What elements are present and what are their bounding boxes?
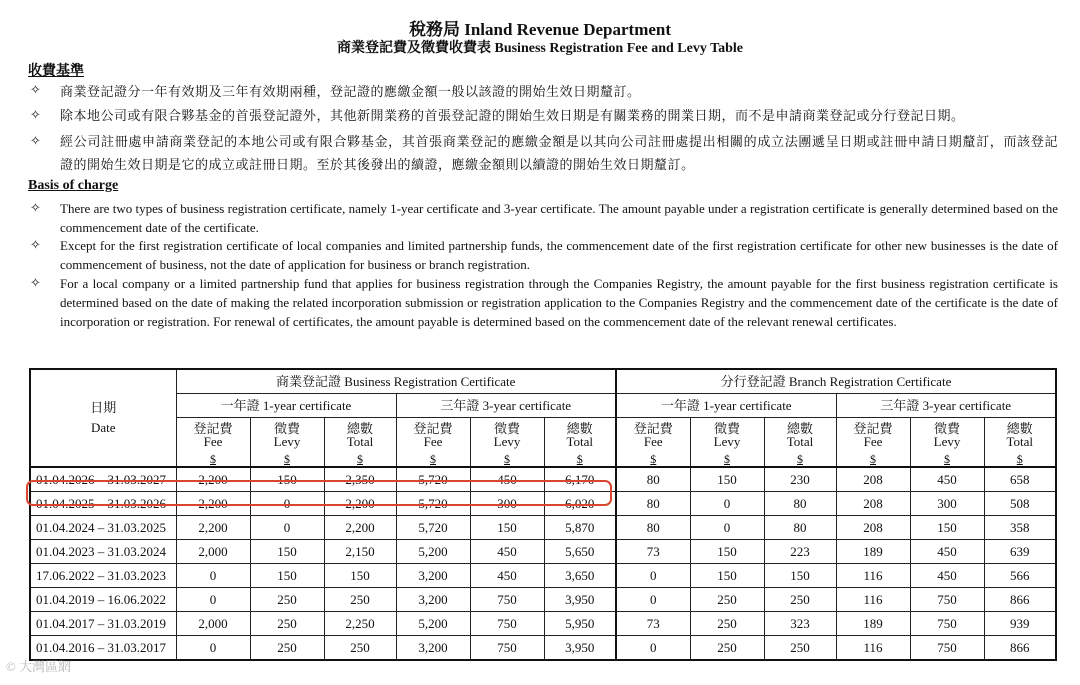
table-cell: 6,170 — [544, 467, 616, 492]
fee-table — [29, 368, 1057, 661]
table-cell: 250 — [324, 588, 396, 612]
table-cell: 5,950 — [544, 612, 616, 636]
basis-en-heading: Basis of charge — [28, 178, 119, 193]
table-cell: 250 — [250, 612, 324, 636]
date-column-header: 日期 Date — [30, 369, 176, 467]
table-cell: 2,150 — [324, 540, 396, 564]
table-cell: 0 — [616, 636, 690, 661]
table-cell: 450 — [910, 564, 984, 588]
table-cell: 5,720 — [396, 492, 470, 516]
table-cell: 0 — [176, 564, 250, 588]
row-date: 01.04.2023 – 31.03.2024 — [30, 540, 176, 564]
basis-zh-point: 經公司註冊處申請商業登記的本地公司或有限合夥基金，其首張商業登記的應繳金額是以其向公司註冊處提出相關的成立法團遞呈日期或註冊申請日期釐訂，而該登記證的開始生效日期是它的成立或註冊日期。至於其後發出的續證，應繳金額則以續證的開始生效日期釐訂。 — [60, 134, 1058, 172]
watermark: © 大灣區網 — [6, 659, 72, 674]
column-header: 徵費 Levy — [910, 418, 984, 453]
currency-label: $ — [910, 452, 984, 467]
column-header: 總數 Total — [544, 418, 616, 453]
table-cell: 150 — [764, 564, 836, 588]
table-cell: 0 — [250, 492, 324, 516]
group-header-business: 商業登記證 Business Registration Certificate — [176, 369, 616, 394]
table-cell: 230 — [764, 467, 836, 492]
column-header: 登記費 Fee — [176, 418, 250, 453]
table-cell: 2,250 — [324, 612, 396, 636]
table-cell: 150 — [250, 540, 324, 564]
table-cell: 150 — [910, 516, 984, 540]
currency-label: $ — [544, 452, 616, 467]
table-cell: 250 — [324, 636, 396, 661]
table-cell: 80 — [616, 516, 690, 540]
column-header: 登記費 Fee — [836, 418, 910, 453]
table-cell: 358 — [984, 516, 1056, 540]
table-cell: 250 — [690, 636, 764, 661]
table-cell: 2,000 — [176, 612, 250, 636]
table-cell: 150 — [690, 564, 764, 588]
table-cell: 80 — [764, 516, 836, 540]
table-cell: 73 — [616, 612, 690, 636]
period-header: 三年證 3-year certificate — [396, 394, 616, 418]
column-header: 總數 Total — [984, 418, 1056, 453]
table-cell: 2,350 — [324, 467, 396, 492]
table-cell: 5,200 — [396, 612, 470, 636]
table-cell: 323 — [764, 612, 836, 636]
row-date: 01.04.2016 – 31.03.2017 — [30, 636, 176, 661]
table-cell: 0 — [616, 564, 690, 588]
table-cell: 73 — [616, 540, 690, 564]
table-cell: 3,950 — [544, 636, 616, 661]
table-cell: 450 — [910, 540, 984, 564]
page-title: 稅務局 Inland Revenue Department — [408, 20, 672, 39]
row-date: 01.04.2019 – 16.06.2022 — [30, 588, 176, 612]
table-cell: 0 — [690, 492, 764, 516]
table-cell: 750 — [470, 612, 544, 636]
highlight-box — [26, 480, 612, 506]
period-header: 一年證 1-year certificate — [616, 394, 836, 418]
bullet-icon: ✧ — [30, 82, 41, 97]
bullet-icon: ✧ — [30, 237, 41, 252]
table-cell: 750 — [470, 636, 544, 661]
table-cell: 450 — [470, 564, 544, 588]
currency-label: $ — [616, 452, 690, 467]
table-cell: 866 — [984, 588, 1056, 612]
bullet-icon: ✧ — [30, 200, 41, 215]
table-row — [30, 588, 1056, 612]
table-cell: 939 — [984, 612, 1056, 636]
table-cell: 150 — [470, 516, 544, 540]
table-cell: 2,200 — [176, 492, 250, 516]
table-cell: 116 — [836, 636, 910, 661]
table-row — [30, 540, 1056, 564]
column-header: 徵費 Levy — [250, 418, 324, 453]
table-cell: 5,720 — [396, 516, 470, 540]
table-cell: 450 — [470, 467, 544, 492]
table-cell: 3,200 — [396, 588, 470, 612]
currency-label: $ — [470, 452, 544, 467]
table-cell: 750 — [910, 612, 984, 636]
bullet-icon: ✧ — [30, 275, 41, 290]
table-cell: 658 — [984, 467, 1056, 492]
table-cell: 208 — [836, 467, 910, 492]
table-cell: 2,200 — [324, 492, 396, 516]
table-cell: 6,020 — [544, 492, 616, 516]
table-cell: 508 — [984, 492, 1056, 516]
table-cell: 150 — [250, 564, 324, 588]
row-date: 17.06.2022 – 31.03.2023 — [30, 564, 176, 588]
table-cell: 80 — [616, 492, 690, 516]
table-cell: 3,650 — [544, 564, 616, 588]
currency-label: $ — [690, 452, 764, 467]
currency-label: $ — [836, 452, 910, 467]
table-cell: 208 — [836, 516, 910, 540]
basis-zh-point: 商業登記證分一年有效期及三年有效期兩種，登記證的應繳金額一般以該證的開始生效日期釐訂。 — [60, 84, 641, 99]
table-cell: 300 — [470, 492, 544, 516]
bullet-icon: ✧ — [30, 107, 41, 122]
table-cell: 0 — [250, 516, 324, 540]
table-cell: 566 — [984, 564, 1056, 588]
table-cell: 0 — [616, 588, 690, 612]
table-cell: 5,200 — [396, 540, 470, 564]
table-cell: 150 — [250, 467, 324, 492]
table-cell: 5,870 — [544, 516, 616, 540]
basis-en-point: There are two types of business registration certificate, namely 1-year certificate and 3-year certificate. The amount payable under a registration certificate is generally determined based on the commencement date of the certificate. — [60, 201, 1058, 235]
group-header-branch: 分行登記證 Branch Registration Certificate — [616, 369, 1056, 394]
table-row — [30, 636, 1056, 661]
basis-en-point: For a local company or a limited partnership fund that applies for business registration through the Companies Registry, the amount payable for the first business registration certificate is determined based on the date of making the related incorporation submission or registration application to the Companies Registry and the commencement date of the certificate is the date of incorporation or registration. For renewal of certificates, the amount payable is determined based on the commencement date of the relevant renewal certificates. — [60, 276, 1058, 329]
row-date: 01.04.2025 – 31.03.2026 — [30, 492, 176, 516]
table-cell: 0 — [176, 588, 250, 612]
basis-zh-point: 除本地公司或有限合夥基金的首張登記證外，其他新開業務的首張登記證的開始生效日期是有關業務的開業日期，而不是申請商業登記或分行登記日期。 — [60, 108, 965, 123]
row-date: 01.04.2017 – 31.03.2019 — [30, 612, 176, 636]
basis-en-point: Except for the first registration certificate of local companies and limited partnership funds, the commencement date of the first registration certificate for other new businesses is the date of commencement of business, not the date of application for business or branch registration. — [60, 238, 1058, 272]
currency-label: $ — [396, 452, 470, 467]
currency-label: $ — [176, 452, 250, 467]
table-cell: 2,200 — [176, 516, 250, 540]
table-cell: 0 — [690, 516, 764, 540]
table-cell: 250 — [690, 612, 764, 636]
table-cell: 450 — [470, 540, 544, 564]
currency-label: $ — [764, 452, 836, 467]
page-subtitle: 商業登記費及徵費收費表 Business Registration Fee and Levy Table — [336, 41, 744, 56]
table-cell: 208 — [836, 492, 910, 516]
table-cell: 2,200 — [176, 467, 250, 492]
column-header: 徵費 Levy — [470, 418, 544, 453]
column-header: 徵費 Levy — [690, 418, 764, 453]
table-cell: 80 — [616, 467, 690, 492]
table-cell: 5,720 — [396, 467, 470, 492]
table-cell: 750 — [910, 636, 984, 661]
table-cell: 189 — [836, 540, 910, 564]
table-cell: 3,950 — [544, 588, 616, 612]
table-cell: 150 — [324, 564, 396, 588]
table-cell: 450 — [910, 467, 984, 492]
column-header: 登記費 Fee — [396, 418, 470, 453]
table-cell: 150 — [690, 467, 764, 492]
currency-label: $ — [984, 452, 1056, 467]
table-cell: 189 — [836, 612, 910, 636]
table-row — [30, 564, 1056, 588]
table-cell: 639 — [984, 540, 1056, 564]
table-row — [30, 516, 1056, 540]
table-cell: 250 — [250, 588, 324, 612]
table-cell: 0 — [176, 636, 250, 661]
table-cell: 250 — [764, 636, 836, 661]
table-cell: 3,200 — [396, 564, 470, 588]
table-cell: 250 — [764, 588, 836, 612]
table-cell: 223 — [764, 540, 836, 564]
table-cell: 2,200 — [324, 516, 396, 540]
table-cell: 116 — [836, 564, 910, 588]
table-row — [30, 612, 1056, 636]
table-cell: 750 — [470, 588, 544, 612]
table-cell: 116 — [836, 588, 910, 612]
column-header: 總數 Total — [324, 418, 396, 453]
currency-label: $ — [324, 452, 396, 467]
currency-label: $ — [250, 452, 324, 467]
row-date: 01.04.2024 – 31.03.2025 — [30, 516, 176, 540]
table-cell: 250 — [690, 588, 764, 612]
table-cell: 2,000 — [176, 540, 250, 564]
column-header: 登記費 Fee — [616, 418, 690, 453]
column-header: 總數 Total — [764, 418, 836, 453]
table-cell: 750 — [910, 588, 984, 612]
table-cell: 250 — [250, 636, 324, 661]
basis-zh-heading: 收費基準 — [28, 64, 84, 79]
table-cell: 300 — [910, 492, 984, 516]
table-cell: 150 — [690, 540, 764, 564]
period-header: 三年證 3-year certificate — [836, 394, 1056, 418]
table-cell: 5,650 — [544, 540, 616, 564]
table-cell: 866 — [984, 636, 1056, 661]
table-cell: 80 — [764, 492, 836, 516]
table-cell: 3,200 — [396, 636, 470, 661]
bullet-icon: ✧ — [30, 133, 41, 148]
period-header: 一年證 1-year certificate — [176, 394, 396, 418]
row-date: 01.04.2026 – 31.03.2027 — [30, 467, 176, 492]
